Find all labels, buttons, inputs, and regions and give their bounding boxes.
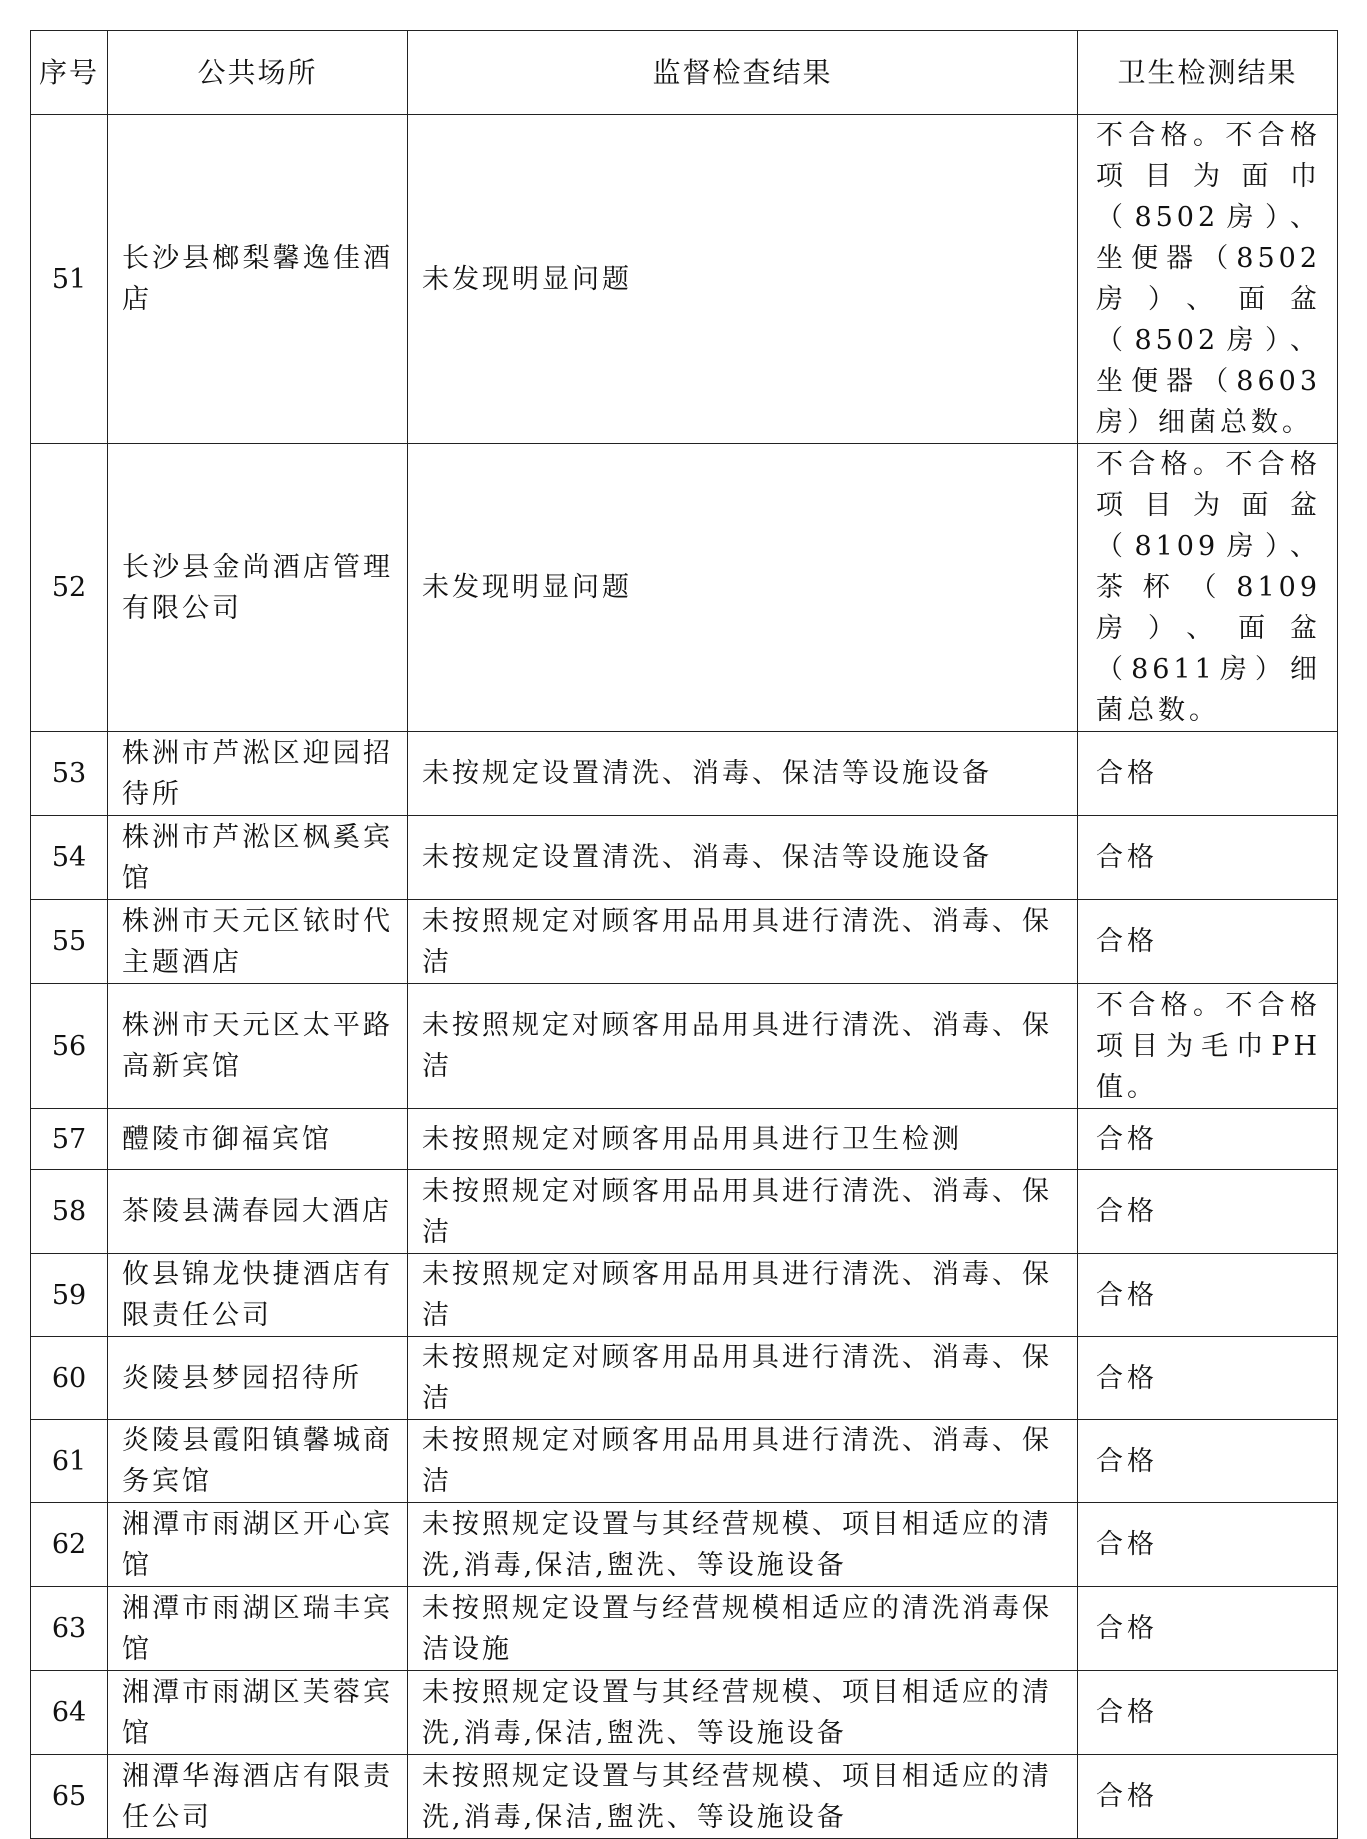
row-number: 53 bbox=[31, 732, 108, 816]
table-row bbox=[31, 816, 1338, 900]
row-place: 长沙县榔梨馨逸佳酒店 bbox=[108, 115, 408, 444]
row-hygiene: 合格 bbox=[1078, 1755, 1338, 1839]
table-row bbox=[31, 1755, 1338, 1839]
row-number: 58 bbox=[31, 1170, 108, 1254]
table-row bbox=[31, 1254, 1338, 1337]
row-place: 炎陵县梦园招待所 bbox=[108, 1337, 408, 1420]
row-hygiene: 合格 bbox=[1078, 1254, 1338, 1337]
row-place: 湘潭市雨湖区瑞丰宾馆 bbox=[108, 1587, 408, 1671]
row-inspection: 未按照规定对顾客用品用具进行卫生检测 bbox=[408, 1109, 1078, 1170]
row-inspection: 未按照规定对顾客用品用具进行清洗、消毒、保洁 bbox=[408, 900, 1078, 984]
row-number: 54 bbox=[31, 816, 108, 900]
row-inspection: 未按照规定对顾客用品用具进行清洗、消毒、保洁 bbox=[408, 1337, 1078, 1420]
table-row bbox=[31, 1503, 1338, 1587]
row-number: 61 bbox=[31, 1420, 108, 1503]
header-hygiene-test-result: 卫生检测结果 bbox=[1078, 31, 1338, 115]
row-hygiene: 合格 bbox=[1078, 1109, 1338, 1170]
row-hygiene: 合格 bbox=[1078, 1337, 1338, 1420]
row-hygiene: 不合格。不合格项目为面巾（8502房）、坐便器（8502房）、面盆（8502房）、坐便器（8603房）细菌总数。 bbox=[1078, 115, 1338, 444]
row-place: 株洲市芦淞区迎园招待所 bbox=[108, 732, 408, 816]
row-hygiene: 合格 bbox=[1078, 900, 1338, 984]
table-row bbox=[31, 1109, 1338, 1170]
table-row bbox=[31, 732, 1338, 816]
row-number: 52 bbox=[31, 444, 108, 732]
row-place: 茶陵县满春园大酒店 bbox=[108, 1170, 408, 1254]
table-row bbox=[31, 900, 1338, 984]
row-inspection: 未按照规定设置与经营规模相适应的清洗消毒保洁设施 bbox=[408, 1587, 1078, 1671]
row-place: 醴陵市御福宾馆 bbox=[108, 1109, 408, 1170]
row-inspection: 未发现明显问题 bbox=[408, 444, 1078, 732]
row-inspection: 未按规定设置清洗、消毒、保洁等设施设备 bbox=[408, 816, 1078, 900]
row-number: 60 bbox=[31, 1337, 108, 1420]
row-place: 长沙县金尚酒店管理有限公司 bbox=[108, 444, 408, 732]
row-hygiene: 合格 bbox=[1078, 1420, 1338, 1503]
row-number: 59 bbox=[31, 1254, 108, 1337]
row-place: 株洲市天元区太平路高新宾馆 bbox=[108, 984, 408, 1109]
row-hygiene: 合格 bbox=[1078, 732, 1338, 816]
header-serial-number: 序号 bbox=[31, 31, 108, 115]
row-number: 57 bbox=[31, 1109, 108, 1170]
table-row bbox=[31, 1420, 1338, 1503]
row-hygiene: 合格 bbox=[1078, 816, 1338, 900]
row-inspection: 未按照规定对顾客用品用具进行清洗、消毒、保洁 bbox=[408, 984, 1078, 1109]
row-inspection: 未按照规定设置与其经营规模、项目相适应的清洗,消毒,保洁,盥洗、等设施设备 bbox=[408, 1503, 1078, 1587]
row-inspection: 未按照规定对顾客用品用具进行清洗、消毒、保洁 bbox=[408, 1170, 1078, 1254]
row-number: 64 bbox=[31, 1671, 108, 1755]
inspection-results-table bbox=[30, 30, 1338, 1839]
row-number: 55 bbox=[31, 900, 108, 984]
row-number: 62 bbox=[31, 1503, 108, 1587]
table-header-row bbox=[31, 31, 1338, 115]
row-place: 湘潭市雨湖区开心宾馆 bbox=[108, 1503, 408, 1587]
row-hygiene: 合格 bbox=[1078, 1587, 1338, 1671]
row-hygiene: 不合格。不合格项目为毛巾PH值。 bbox=[1078, 984, 1338, 1109]
row-inspection: 未按规定设置清洗、消毒、保洁等设施设备 bbox=[408, 732, 1078, 816]
table-row bbox=[31, 1587, 1338, 1671]
table-row bbox=[31, 1337, 1338, 1420]
row-place: 株洲市芦淞区枫奚宾馆 bbox=[108, 816, 408, 900]
row-hygiene: 合格 bbox=[1078, 1170, 1338, 1254]
row-place: 湘潭华海酒店有限责任公司 bbox=[108, 1755, 408, 1839]
row-hygiene: 合格 bbox=[1078, 1671, 1338, 1755]
row-place: 炎陵县霞阳镇馨城商务宾馆 bbox=[108, 1420, 408, 1503]
row-inspection: 未按照规定设置与其经营规模、项目相适应的清洗,消毒,保洁,盥洗、等设施设备 bbox=[408, 1755, 1078, 1839]
table-row bbox=[31, 444, 1338, 732]
row-number: 63 bbox=[31, 1587, 108, 1671]
table-row bbox=[31, 115, 1338, 444]
row-number: 65 bbox=[31, 1755, 108, 1839]
row-hygiene: 不合格。不合格项目为面盆（8109房）、茶杯（8109房）、面盆（8611房）细菌总数。 bbox=[1078, 444, 1338, 732]
header-inspection-result: 监督检查结果 bbox=[408, 31, 1078, 115]
row-place: 株洲市天元区铱时代主题酒店 bbox=[108, 900, 408, 984]
table-row bbox=[31, 1671, 1338, 1755]
row-inspection: 未按照规定设置与其经营规模、项目相适应的清洗,消毒,保洁,盥洗、等设施设备 bbox=[408, 1671, 1078, 1755]
row-place: 湘潭市雨湖区芙蓉宾馆 bbox=[108, 1671, 408, 1755]
row-place: 攸县锦龙快捷酒店有限责任公司 bbox=[108, 1254, 408, 1337]
row-hygiene: 合格 bbox=[1078, 1503, 1338, 1587]
table-row bbox=[31, 984, 1338, 1109]
table-row bbox=[31, 1170, 1338, 1254]
row-number: 56 bbox=[31, 984, 108, 1109]
row-inspection: 未按照规定对顾客用品用具进行清洗、消毒、保洁 bbox=[408, 1254, 1078, 1337]
row-number: 51 bbox=[31, 115, 108, 444]
header-public-place: 公共场所 bbox=[108, 31, 408, 115]
row-inspection: 未按照规定对顾客用品用具进行清洗、消毒、保洁 bbox=[408, 1420, 1078, 1503]
row-inspection: 未发现明显问题 bbox=[408, 115, 1078, 444]
